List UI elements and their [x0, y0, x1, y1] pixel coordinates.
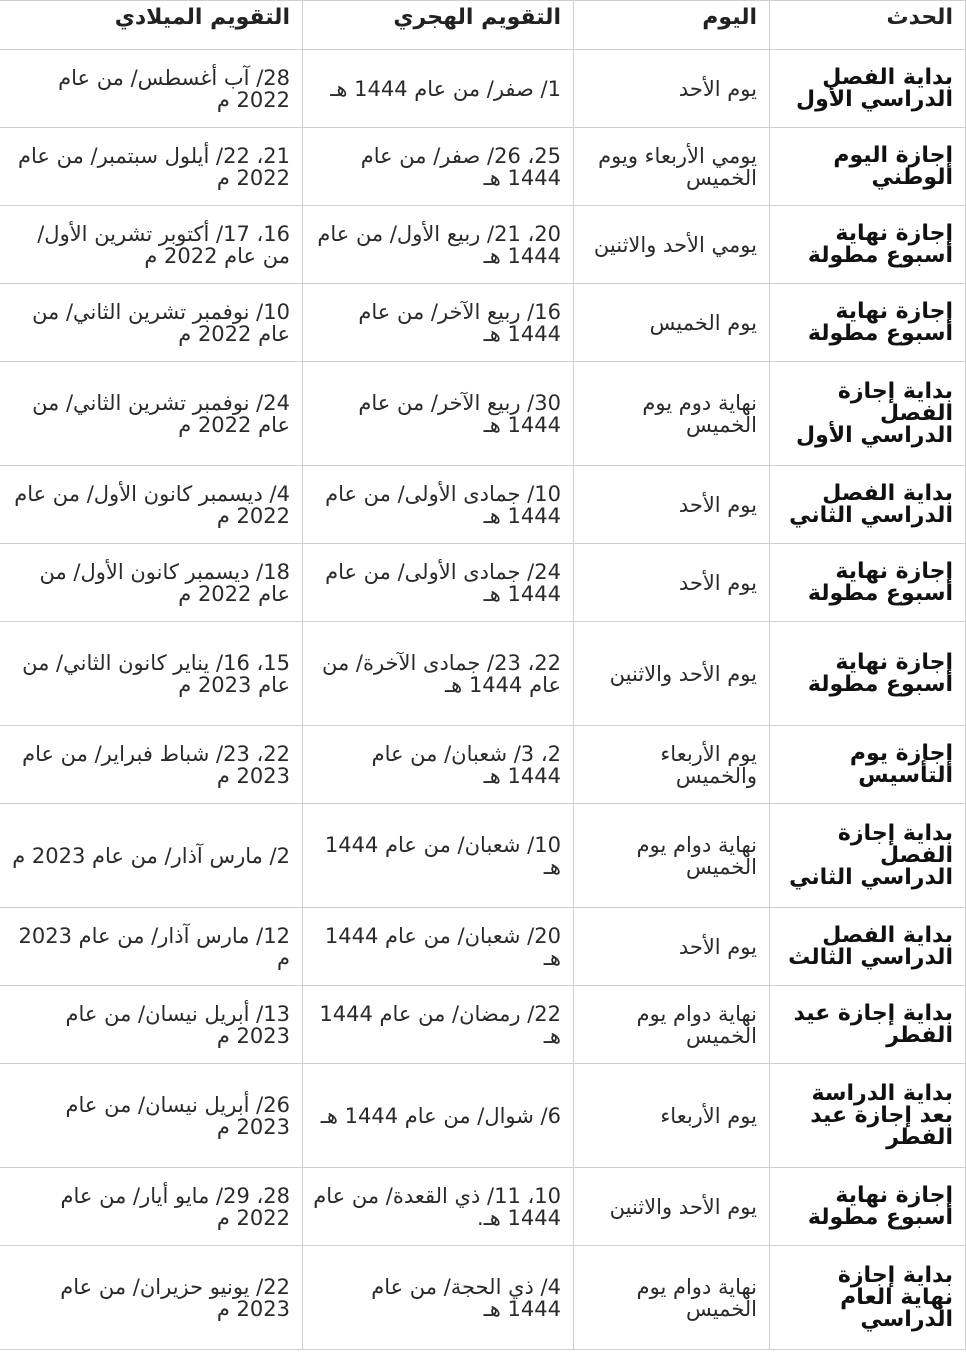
gregorian-date-cell: 12/ مارس آذار/ من عام 2023 م [0, 908, 303, 986]
hijri-date-cell: 1/ صفر/ من عام 1444 هـ [303, 50, 574, 128]
table-row [0, 544, 966, 622]
gregorian-date-cell: 10/ نوفمبر تشرين الثاني/ من عام 2022 م [0, 284, 303, 362]
hijri-date-cell: 4/ ذي الحجة/ من عام 1444 هـ [303, 1246, 574, 1350]
event-cell: بداية الفصل الدراسي الثاني [770, 466, 966, 544]
event-cell: إجازة نهاية أسبوع مطولة [770, 544, 966, 622]
hijri-date-cell: 10، 11/ ذي القعدة/ من عام 1444 هـ. [303, 1168, 574, 1246]
table-row [0, 908, 966, 986]
gregorian-date-cell: 22/ يونيو حزيران/ من عام 2023 م [0, 1246, 303, 1350]
gregorian-date-cell: 21، 22/ أيلول سبتمبر/ من عام 2022 م [0, 128, 303, 206]
event-cell: بداية الفصل الدراسي الأول [770, 50, 966, 128]
day-cell: يوم الأربعاء والخميس [574, 726, 770, 804]
table-row [0, 362, 966, 466]
day-cell: يوم الأحد [574, 466, 770, 544]
gregorian-date-cell: 24/ نوفمبر تشرين الثاني/ من عام 2022 م [0, 362, 303, 466]
table-row [0, 206, 966, 284]
header-day: اليوم [574, 1, 770, 50]
header-gregorian: التقويم الميلادي [0, 1, 303, 50]
gregorian-date-cell: 2/ مارس آذار/ من عام 2023 م [0, 804, 303, 908]
table-row [0, 1064, 966, 1168]
gregorian-date-cell: 22، 23/ شباط فبراير/ من عام 2023 م [0, 726, 303, 804]
table-body [0, 50, 966, 1350]
hijri-date-cell: 20، 21/ ربيع الأول/ من عام 1444 هـ [303, 206, 574, 284]
event-cell: بداية إجازة الفصل الدراسي الثاني [770, 804, 966, 908]
table-row [0, 726, 966, 804]
hijri-date-cell: 24/ جمادى الأولى/ من عام 1444 هـ [303, 544, 574, 622]
day-cell: يوم الأربعاء [574, 1064, 770, 1168]
table-row [0, 1168, 966, 1246]
table-row [0, 1246, 966, 1350]
day-cell: يوم الأحد [574, 544, 770, 622]
hijri-date-cell: 16/ ربيع الآخر/ من عام 1444 هـ [303, 284, 574, 362]
header-hijri: التقويم الهجري [303, 1, 574, 50]
event-cell: إجازة اليوم الوطني [770, 128, 966, 206]
gregorian-date-cell: 26/ أبريل نيسان/ من عام 2023 م [0, 1064, 303, 1168]
event-cell: إجازة نهاية أسبوع مطولة [770, 1168, 966, 1246]
event-cell: إجازة نهاية أسبوع مطولة [770, 206, 966, 284]
hijri-date-cell: 6/ شوال/ من عام 1444 هـ [303, 1064, 574, 1168]
hijri-date-cell: 20/ شعبان/ من عام 1444 هـ [303, 908, 574, 986]
day-cell: يوم الأحد والاثنين [574, 622, 770, 726]
hijri-date-cell: 30/ ربيع الآخر/ من عام 1444 هـ [303, 362, 574, 466]
event-cell: بداية إجازة عيد الفطر [770, 986, 966, 1064]
gregorian-date-cell: 18/ ديسمبر كانون الأول/ من عام 2022 م [0, 544, 303, 622]
event-cell: بداية إجازة الفصل الدراسي الأول [770, 362, 966, 466]
hijri-date-cell: 25، 26/ صفر/ من عام 1444 هـ [303, 128, 574, 206]
day-cell: يوم الأحد والاثنين [574, 1168, 770, 1246]
header-row [0, 1, 966, 50]
day-cell: يومي الأحد والاثنين [574, 206, 770, 284]
event-cell: إجازة نهاية أسبوع مطولة [770, 284, 966, 362]
hijri-date-cell: 10/ جمادى الأولى/ من عام 1444 هـ [303, 466, 574, 544]
day-cell: نهاية دوام يوم الخميس [574, 804, 770, 908]
table-header [0, 1, 966, 50]
day-cell: يوم الخميس [574, 284, 770, 362]
table-row [0, 466, 966, 544]
gregorian-date-cell: 4/ ديسمبر كانون الأول/ من عام 2022 م [0, 466, 303, 544]
gregorian-date-cell: 28، 29/ مايو أيار/ من عام 2022 م [0, 1168, 303, 1246]
table-row [0, 986, 966, 1064]
hijri-date-cell: 2، 3/ شعبان/ من عام 1444 هـ [303, 726, 574, 804]
gregorian-date-cell: 28/ آب أغسطس/ من عام 2022 م [0, 50, 303, 128]
table-row [0, 50, 966, 128]
table-row [0, 622, 966, 726]
hijri-date-cell: 10/ شعبان/ من عام 1444 هـ [303, 804, 574, 908]
event-cell: إجازة يوم التأسيس [770, 726, 966, 804]
day-cell: يوم الأحد [574, 908, 770, 986]
event-cell: إجازة نهاية أسبوع مطولة [770, 622, 966, 726]
gregorian-date-cell: 16، 17/ أكتوبر تشرين الأول/ من عام 2022 م [0, 206, 303, 284]
gregorian-date-cell: 15، 16/ يناير كانون الثاني/ من عام 2023 م [0, 622, 303, 726]
hijri-date-cell: 22/ رمضان/ من عام 1444 هـ [303, 986, 574, 1064]
day-cell: يومي الأربعاء ويوم الخميس [574, 128, 770, 206]
day-cell: نهاية دوام يوم الخميس [574, 986, 770, 1064]
event-cell: بداية إجازة نهاية العام الدراسي [770, 1246, 966, 1350]
hijri-date-cell: 22، 23/ جمادى الآخرة/ من عام 1444 هـ [303, 622, 574, 726]
day-cell: نهاية دوم يوم الخميس [574, 362, 770, 466]
event-cell: بداية الفصل الدراسي الثالث [770, 908, 966, 986]
table-row [0, 284, 966, 362]
header-event: الحدث [770, 1, 966, 50]
table-row [0, 804, 966, 908]
gregorian-date-cell: 13/ أبريل نيسان/ من عام 2023 م [0, 986, 303, 1064]
day-cell: يوم الأحد [574, 50, 770, 128]
table-row [0, 128, 966, 206]
day-cell: نهاية دوام يوم الخميس [574, 1246, 770, 1350]
event-cell: بداية الدراسة بعد إجازة عيد الفطر [770, 1064, 966, 1168]
